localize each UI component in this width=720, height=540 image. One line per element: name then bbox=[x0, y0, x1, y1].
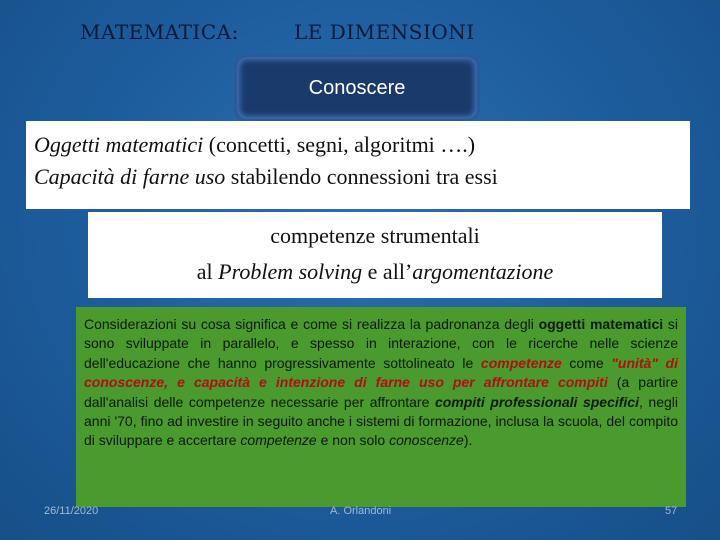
competences-line-2 bbox=[88, 254, 662, 290]
note-text-7: ). bbox=[463, 432, 473, 449]
note-italic-2: conoscenze bbox=[389, 432, 464, 449]
competences-box bbox=[88, 212, 662, 298]
objects-italic-1: Oggetti matematici bbox=[34, 132, 204, 157]
conoscere-button[interactable] bbox=[237, 57, 477, 119]
note-text-6: e non solo bbox=[316, 432, 390, 449]
note-red-1: competenze bbox=[480, 354, 562, 371]
title-dimensioni: LE DIMENSIONI bbox=[294, 20, 475, 44]
footer-page-number: 57 bbox=[665, 505, 678, 517]
considerations-note bbox=[76, 307, 686, 507]
objects-line-2 bbox=[34, 161, 690, 193]
note-text-1: Considerazioni su cosa significa e come si realizza la padronanza degli bbox=[84, 316, 539, 332]
note-text-5: , negli anni '70, fino ad investire in seguito anche i sistemi di formazione, inclusa la scuola, del compito di sviluppare e accertare bbox=[84, 393, 679, 449]
objects-italic-2: Capacità di farne uso bbox=[34, 164, 226, 189]
footer-date: 26/11/2020 bbox=[44, 505, 99, 517]
comp-d: argomentazione bbox=[412, 259, 554, 284]
objects-line-1 bbox=[34, 129, 690, 161]
footer-author: A. Orlandoni bbox=[330, 505, 392, 517]
objects-rest-1: (concetti, segni, algoritmi ….) bbox=[203, 132, 476, 157]
note-text-3: come bbox=[561, 354, 612, 371]
objects-rest-2: stabilendo connessioni tra essi bbox=[225, 164, 498, 189]
comp-a: al bbox=[196, 259, 219, 284]
competences-line-1: competenze strumentali bbox=[270, 223, 480, 248]
title-matematica: MATEMATICA: bbox=[80, 20, 239, 44]
note-bold-italic-1: compiti professionali specifici bbox=[434, 393, 639, 410]
note-italic-1: competenze bbox=[240, 432, 317, 449]
comp-b: Problem solving bbox=[218, 259, 363, 284]
objects-box bbox=[26, 121, 690, 209]
note-bold-1: oggetti matematici bbox=[538, 316, 664, 332]
note-text-2: si sono sviluppate in parallelo, e spesso in interazione, con le ricerche nelle scienze dell'educazione che hanno progressivamente sottolineato le bbox=[84, 316, 678, 371]
note-text-4: (a partire dall'analisi delle competenze necessarie per affrontare bbox=[84, 374, 678, 410]
comp-c: e all’ bbox=[362, 259, 413, 284]
note-red-2: "unità" di conoscenze, e capacità e intenzione di farne uso per affrontare compiti bbox=[84, 354, 678, 391]
conoscere-label: Conoscere bbox=[308, 76, 406, 99]
